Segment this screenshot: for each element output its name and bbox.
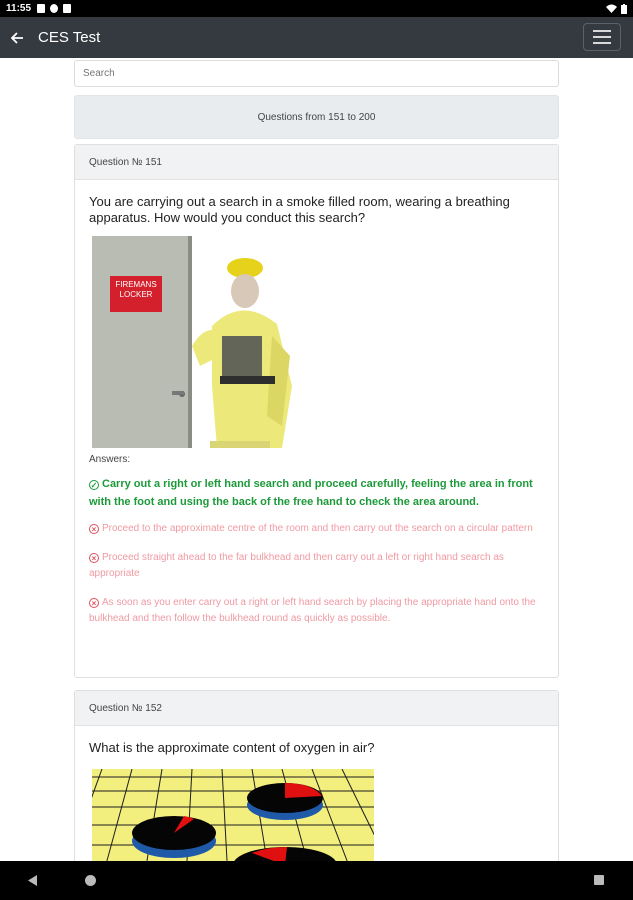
search-input[interactable]: [74, 60, 559, 87]
x-circle-icon: ×: [89, 524, 99, 534]
question-header: [75, 691, 558, 726]
answers-label: Answers:: [89, 454, 131, 465]
question-image: [92, 236, 376, 448]
app-bar: [0, 17, 633, 58]
battery-icon: [621, 4, 627, 14]
fireman-locker-sign: FIREMANS LOCKER: [115, 280, 157, 299]
x-circle-icon: ×: [89, 598, 99, 608]
question-image: [92, 769, 374, 861]
page-title: CES Test: [38, 29, 101, 46]
nav-home-icon[interactable]: [85, 875, 96, 886]
question-card: [74, 144, 559, 678]
app-notification-icon: [50, 4, 58, 13]
back-button[interactable]: [0, 17, 34, 58]
question-number: Question № 151: [89, 156, 162, 168]
questions-range-header: [74, 95, 559, 139]
arrow-left-icon: [11, 32, 24, 44]
answer-text: Proceed straight ahead to the far bulkhead and then carry out a left or right hand search as appropriate: [89, 552, 504, 579]
answer-text: Proceed to the approximate centre of the room and then carry out the search on a circular pattern: [102, 523, 533, 534]
answer-wrong: [75, 595, 558, 627]
question-header: [75, 145, 558, 180]
answer-wrong: [75, 521, 558, 537]
system-nav-bar: [0, 861, 633, 900]
nav-recents-icon[interactable]: [594, 875, 604, 885]
menu-button[interactable]: [583, 23, 621, 51]
answer-wrong: [75, 550, 558, 582]
file-notification-icon: [63, 4, 71, 13]
notification-icon: [37, 4, 45, 13]
main-content[interactable]: [0, 58, 633, 861]
x-circle-icon: ×: [89, 553, 99, 563]
check-circle-icon: ✓: [90, 481, 98, 490]
answer-text: Carry out a right or left hand search and proceed carefully, feeling the area in front with the foot and using the back of the free hand to check the area around.: [89, 478, 533, 508]
question-text: You are carrying out a search in a smoke filled room, wearing a breathing apparatus. How would you conduct this search?: [89, 194, 510, 225]
answer-correct: [75, 475, 558, 511]
nav-back-icon[interactable]: [28, 875, 38, 886]
questions-range-label: Questions from 151 to 200: [257, 111, 376, 123]
status-bar: [0, 0, 633, 17]
wifi-icon: [606, 4, 617, 13]
hamburger-menu-icon: [593, 30, 611, 32]
answer-text: As soon as you enter carry out a right or left hand search by placing the appropriate hand onto the bulkhead and then follow the bulkhead round as quickly as possible.: [89, 597, 536, 624]
question-card: [74, 690, 559, 861]
status-time: 11:55: [6, 3, 32, 14]
question-number: Question № 152: [89, 702, 162, 714]
question-text: What is the approximate content of oxygen in air?: [89, 740, 375, 755]
